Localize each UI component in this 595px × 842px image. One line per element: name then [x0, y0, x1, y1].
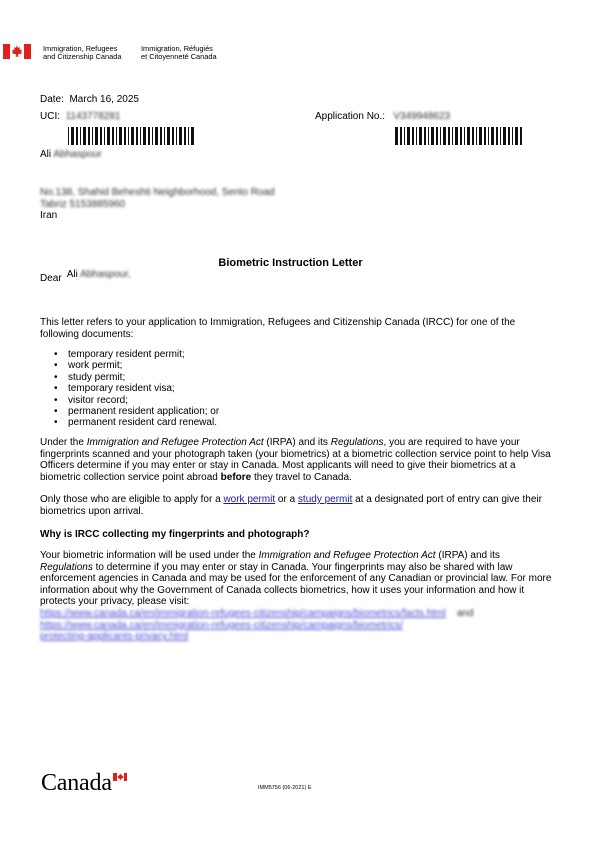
document-item: • permanent resident application; or — [54, 406, 219, 417]
uci-value: 1143778281 — [65, 111, 121, 122]
recipient-address: No.138, Shahid Beheshti Neighborhood, Sento Road Tabriz 5153885960 Iran — [40, 187, 275, 221]
biometrics-facts-link[interactable]: https://www.canada.ca/en/immigration-refugees-citizenship/campaigns/biometrics/facts.html — [40, 608, 446, 619]
document-item: • visitor record; — [54, 395, 219, 406]
document-list — [54, 349, 219, 429]
section-heading: Why is IRCC collecting my fingerprints and photograph? — [40, 529, 310, 540]
uci-field: UCI: 1143778281 — [40, 111, 121, 122]
wordmark-flag-icon — [113, 773, 127, 781]
document-item: • temporary resident visa; — [54, 383, 219, 394]
uci-barcode — [68, 127, 194, 145]
canada-wordmark: Canada — [41, 770, 112, 796]
document-item: • permanent resident card renewal. — [54, 417, 219, 428]
recipient-name: Ali Abhaspour — [40, 149, 102, 160]
salutation: Dear Ali Abhaspour, — [40, 269, 131, 284]
date-field: Date: March 16, 2025 — [40, 94, 139, 105]
port-of-entry-paragraph: Only those who are eligible to apply for a work permit or a study permit at a designated port of entry can give their biometrics upon arrival. — [40, 494, 542, 517]
study-permit-link[interactable]: study permit — [297, 494, 353, 505]
info-links: https://www.canada.ca/en/immigration-refugees-citizenship/campaigns/biometrics/facts.html and https://www.canada.ca/en/immigration-refugees-citizenship/campaigns/biometrics/ protecting-applicants-privacy.html — [40, 608, 474, 643]
department-name-en: Immigration, Refugees and Citizenship Canada — [43, 44, 122, 62]
application-barcode — [395, 127, 522, 145]
biometrics-requirement-paragraph: Under the Immigration and Refugee Protection Act (IRPA) and its Regulations, you are required to have your fingerprints scanned and your photograph taken (your biometrics) at a biometric collection service point to help Visa Officers determine if you may enter or stay in Canada. Most applicants will need to give their biometrics at a biometric collection service point abroad before they travel to Canada. — [40, 437, 551, 483]
document-item: • work permit; — [54, 360, 219, 371]
biometric-use-paragraph: Your biometric information will be used under the Immigration and Refugee Protection Act (IRPA) and its Regulations to determine if you may enter or stay in Canada. Your fingerprints may also be shared with law enforcement agencies in Canada and may be used for the enforcement of any Canadian or provincial law. For more information about why the Government of Canada collects biometrics, how it uses your information and how it protects your privacy, please visit: — [40, 550, 552, 608]
privacy-link-line1[interactable]: https://www.canada.ca/en/immigration-refugees-citizenship/campaigns/biometrics/ — [40, 619, 403, 631]
form-number: IMM5756 (06-2021) E — [258, 785, 312, 791]
intro-paragraph: This letter refers to your application to Immigration, Refugees and Citizenship Canada (IRCC) for one of the following documents: — [40, 317, 516, 340]
application-number-value: V349948623 — [393, 111, 451, 122]
application-number-field: Application No.: V349948623 — [315, 111, 451, 122]
department-name-fr: Immigration, Réfugiés et Citoyenneté Canada — [141, 44, 217, 62]
canada-flag-icon — [3, 44, 31, 59]
document-item: • temporary resident permit; — [54, 349, 219, 360]
recipient-country: Iran — [40, 210, 58, 221]
document-item: • study permit; — [54, 372, 219, 383]
work-permit-link[interactable]: work permit — [223, 494, 276, 505]
privacy-link-line2[interactable]: protecting-applicants-privacy.html — [40, 631, 189, 643]
letter-title: Biometric Instruction Letter — [218, 257, 363, 269]
